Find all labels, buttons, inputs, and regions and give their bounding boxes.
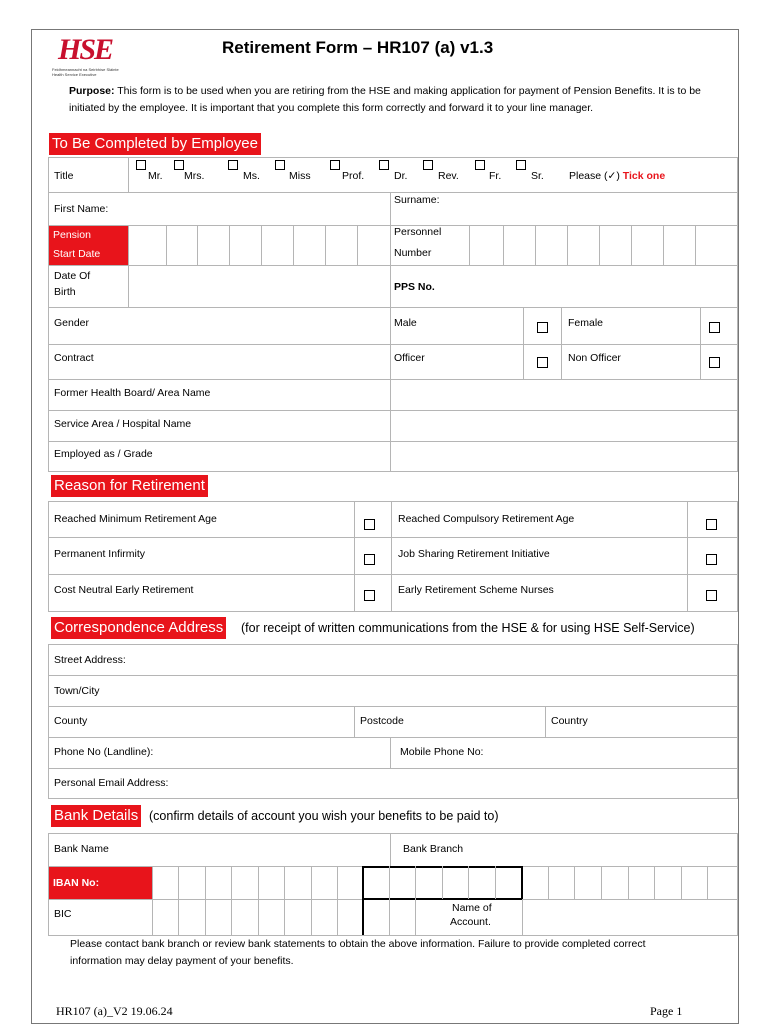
iban-field[interactable]: [153, 867, 736, 898]
male-label: Male: [394, 317, 417, 329]
pension-label: Pension: [53, 229, 91, 241]
town-label: Town/City: [54, 685, 100, 697]
bic-field[interactable]: [153, 900, 441, 934]
postcode-label: Postcode: [360, 715, 404, 727]
form-page: [31, 29, 739, 1024]
officer-label: Officer: [394, 352, 425, 364]
reason-compulsory-age-label: Reached Compulsory Retirement Age: [398, 513, 575, 525]
pension-start-date-label: [49, 226, 128, 265]
tick-one-label: Tick one: [622, 170, 666, 182]
surname-field[interactable]: [452, 193, 736, 224]
account-name-label-line1: Name of: [452, 902, 492, 914]
title-option-fr: Fr.: [489, 170, 502, 182]
reason-min-age-label: Reached Minimum Retirement Age: [54, 513, 217, 525]
pps-label: PPS No.: [394, 281, 435, 293]
tick-instruction: [569, 170, 665, 182]
checkbox-title-mr[interactable]: [136, 160, 146, 170]
pension-start-date-field[interactable]: [129, 226, 389, 265]
dob-field[interactable]: [129, 266, 389, 307]
section-address-title: Correspondence Address: [51, 617, 226, 639]
checkbox-reason-cost-neutral[interactable]: [364, 590, 375, 601]
checkbox-title-ms[interactable]: [228, 160, 238, 170]
former-board-field[interactable]: [391, 380, 736, 410]
checkbox-officer[interactable]: [537, 357, 548, 368]
title-option-ms: Ms.: [243, 170, 260, 182]
surname-label: Surname:: [394, 194, 440, 206]
checkbox-title-dr[interactable]: [379, 160, 389, 170]
employed-as-field[interactable]: [391, 442, 736, 471]
personnel-number-field[interactable]: [470, 226, 736, 265]
title-option-rev: Rev.: [438, 170, 459, 182]
non-officer-label: Non Officer: [568, 352, 621, 364]
account-name-field[interactable]: [523, 900, 736, 934]
street-label: Street Address:: [54, 654, 126, 666]
purpose-text: [69, 83, 719, 117]
bic-label: BIC: [54, 908, 72, 920]
reason-cost-neutral-label: Cost Neutral Early Retirement: [54, 584, 194, 596]
checkbox-title-fr[interactable]: [475, 160, 485, 170]
service-area-field[interactable]: [391, 411, 736, 441]
checkbox-title-prof[interactable]: [330, 160, 340, 170]
account-name-label-line2: Account.: [450, 916, 491, 928]
employed-as-label: Employed as / Grade: [54, 448, 153, 460]
iban-label: IBAN No:: [49, 867, 152, 899]
bank-note: Please contact bank branch or review bank statements to obtain the above information. Failure to provide completed correct information may delay payment of your benefits.: [70, 938, 646, 967]
checkbox-title-sr[interactable]: [516, 160, 526, 170]
start-date-label: Start Date: [53, 248, 101, 260]
purpose-body: This form is to be used when you are retiring from the HSE and making application for payment of Pension Benefits. It is to be initiated by the employee. It is important that you complete this form correctly and forward it to your line manager.: [69, 85, 701, 114]
gender-label: Gender: [54, 317, 90, 329]
checkbox-reason-infirmity[interactable]: [364, 554, 375, 565]
country-label: Country: [551, 715, 588, 727]
checkbox-title-rev[interactable]: [423, 160, 433, 170]
section-bank-note: (confirm details of account you wish your benefits to be paid to): [149, 809, 499, 823]
checkbox-non-officer[interactable]: [709, 357, 720, 368]
checkbox-reason-job-sharing[interactable]: [706, 554, 717, 565]
title-option-sr: Sr.: [531, 170, 544, 182]
phone-label: Phone No (Landline):: [54, 746, 154, 758]
page-title: Retirement Form – HR107 (a) v1.3: [222, 38, 494, 57]
footer-page-number: Page 1: [650, 1004, 683, 1018]
service-area-label: Service Area / Hospital Name: [54, 418, 192, 430]
first-name-field[interactable]: [132, 193, 388, 224]
checkbox-title-miss[interactable]: [275, 160, 285, 170]
logo-text: HSE: [58, 33, 113, 66]
title-option-mr: Mr.: [148, 170, 163, 182]
section-reason-title: Reason for Retirement: [51, 475, 208, 497]
number-label: Number: [394, 247, 432, 259]
checkbox-female[interactable]: [709, 322, 720, 333]
hse-logo: [52, 33, 127, 78]
first-name-label: First Name:: [54, 203, 109, 215]
logo-subtitle: Feidhmeannacht na Seirbhíse Sláinte Health Service Executive: [52, 67, 119, 77]
checkbox-reason-nurses[interactable]: [706, 590, 717, 601]
section-employee-title: To Be Completed by Employee: [49, 133, 261, 155]
purpose-label: Purpose:: [69, 85, 115, 97]
title-option-dr: Dr.: [394, 170, 408, 182]
footer-version: HR107 (a)_V2 19.06.24: [56, 1004, 173, 1018]
reason-nurses-label: Early Retirement Scheme Nurses: [398, 584, 554, 596]
former-board-label: Former Health Board/ Area Name: [54, 387, 211, 399]
mobile-label: Mobile Phone No:: [400, 746, 484, 758]
dob-label-line2: Birth: [54, 286, 76, 298]
checkbox-reason-compulsory-age[interactable]: [706, 519, 717, 530]
checkbox-title-mrs[interactable]: [174, 160, 184, 170]
section-address-note: (for receipt of written communications from the HSE & for using HSE Self-Service): [241, 621, 695, 635]
title-option-miss: Miss: [289, 170, 311, 182]
reason-job-sharing-label: Job Sharing Retirement Initiative: [398, 548, 550, 560]
personnel-label: Personnel: [394, 226, 442, 238]
dob-label-line1: Date Of: [54, 270, 91, 282]
title-label: Title: [54, 170, 74, 182]
section-bank-title: Bank Details: [51, 805, 141, 827]
bank-name-label: Bank Name: [54, 843, 109, 855]
tick-prefix: Please (✓): [569, 170, 620, 182]
pps-field[interactable]: [452, 266, 736, 307]
reason-infirmity-label: Permanent Infirmity: [54, 548, 146, 560]
email-label: Personal Email Address:: [54, 777, 169, 789]
checkbox-reason-min-age[interactable]: [364, 519, 375, 530]
bank-branch-label: Bank Branch: [403, 843, 464, 855]
title-option-prof: Prof.: [342, 170, 365, 182]
contract-label: Contract: [54, 352, 94, 364]
checkbox-male[interactable]: [537, 322, 548, 333]
title-option-mrs: Mrs.: [184, 170, 205, 182]
county-label: County: [54, 715, 88, 727]
female-label: Female: [568, 317, 604, 329]
